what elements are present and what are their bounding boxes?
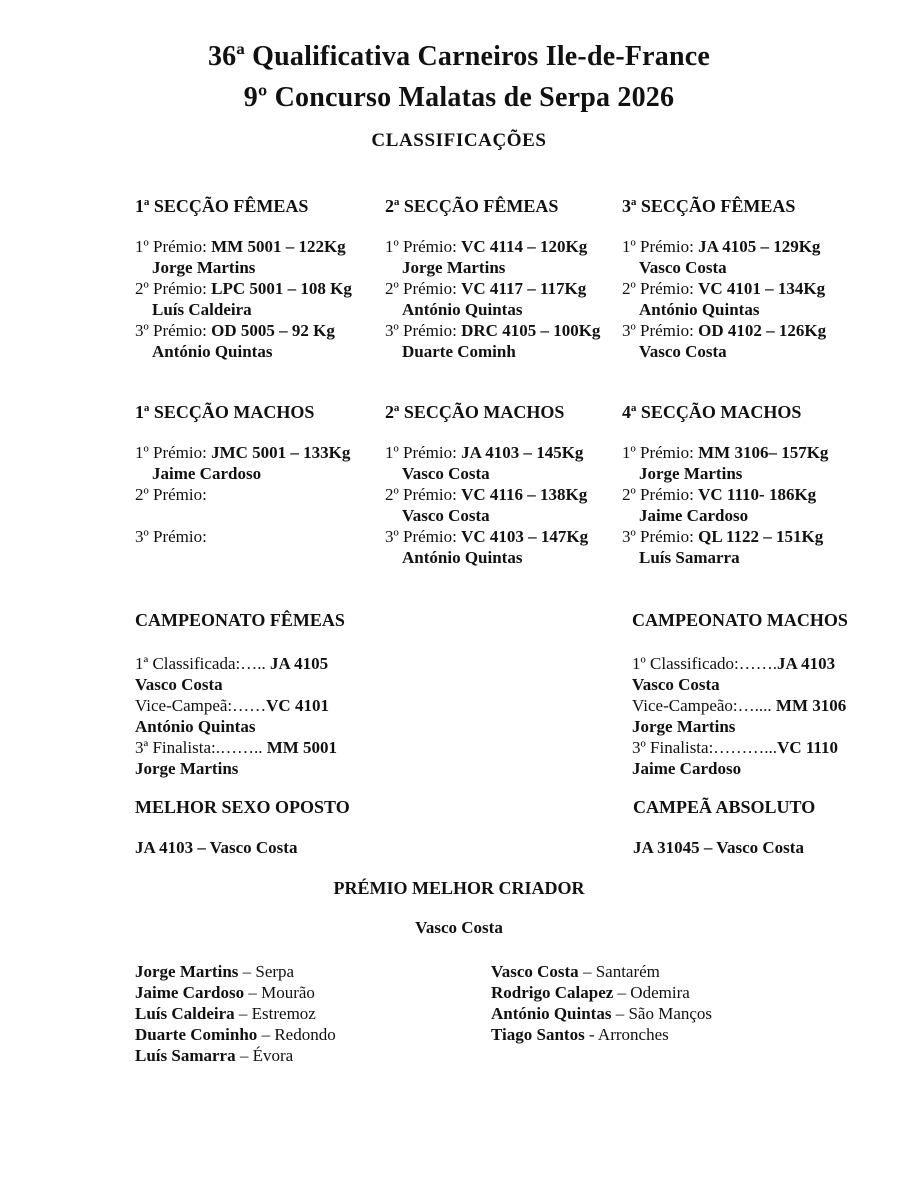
breeders-list-right: [491, 961, 712, 1045]
breeder-item: [135, 1003, 336, 1024]
breeder-name: Duarte Cominho: [135, 1025, 258, 1044]
prize-row: [385, 526, 622, 547]
championship-value: MM 5001: [266, 738, 338, 757]
title-line-2: 9º Concurso Malatas de Serpa 2026: [243, 82, 675, 113]
championship-winner-name: António Quintas: [135, 717, 256, 736]
prize-value: DRC 4105 – 100Kg: [461, 321, 601, 340]
championship-label: 1º Classificado:…….: [632, 654, 778, 673]
prize-label: 1º Prémio:: [622, 237, 694, 256]
prize-winner-name: Jorge Martins: [402, 258, 506, 277]
breeder-origin: – Odemira: [613, 983, 690, 1002]
prize-value: VC 4101 – 134Kg: [698, 279, 826, 298]
breeder-origin: – Estremoz: [234, 1004, 316, 1023]
prize-row: [385, 320, 622, 341]
campeonato-femeas: [135, 610, 455, 779]
prize-winner-name: Jorge Martins: [639, 464, 743, 483]
breeder-item: [491, 1003, 712, 1024]
campea-absoluto: [633, 797, 815, 858]
breeder-item: [135, 1045, 336, 1066]
championship-row: [632, 737, 918, 758]
championship-label: 3º Finalista:………...: [632, 738, 778, 757]
prize-row: [622, 236, 878, 257]
section-header: 1ª SECÇÃO FÊMEAS: [135, 196, 309, 216]
breeder-name: Rodrigo Calapez: [491, 983, 614, 1002]
prize-winner-name: Vasco Costa: [402, 464, 490, 483]
prize-winner-name: Jaime Cardoso: [639, 506, 749, 525]
prize-label: 1º Prémio:: [135, 443, 207, 462]
prize-label: 3º Prémio:: [622, 321, 694, 340]
prize-row: [385, 442, 622, 463]
prize-row: [135, 236, 385, 257]
prize-value: OD 4102 – 126Kg: [698, 321, 827, 340]
breeder-item: [491, 961, 712, 982]
prize-label: 3º Prémio:: [135, 527, 207, 546]
prize-winner-name: Duarte Cominh: [402, 342, 516, 361]
championship-value: VC 1110: [777, 738, 838, 757]
championship-winner-name: Jorge Martins: [632, 717, 736, 736]
championship-value: MM 3106: [775, 696, 847, 715]
prize-row: [622, 442, 878, 463]
prize-row: [135, 320, 385, 341]
breeder-name: Luís Samarra: [135, 1046, 236, 1065]
championship-winner-name: Vasco Costa: [632, 675, 720, 694]
breeder-origin: – Mourão: [244, 983, 315, 1002]
championship-label: Vice-Campeã:……: [135, 696, 267, 715]
prize-row: [622, 320, 878, 341]
prize-label: 2º Prémio:: [135, 485, 207, 504]
prize-label: 2º Prémio:: [385, 279, 457, 298]
prize-row: [385, 484, 622, 505]
breeder-origin: – Serpa: [238, 962, 295, 981]
section-header: 2ª SECÇÃO FÊMEAS: [385, 196, 559, 216]
championship-header: CAMPEONATO FÊMEAS: [135, 610, 345, 630]
section-1a-machos: [135, 402, 385, 568]
prize-label: 3º Prémio:: [385, 321, 457, 340]
section-header: 1ª SECÇÃO MACHOS: [135, 402, 315, 422]
prize-label: 2º Prémio:: [622, 485, 694, 504]
breeder-name: Jorge Martins: [135, 962, 239, 981]
campeonato-machos: [632, 610, 918, 779]
prize-winner-name: [152, 505, 385, 526]
breeders-list-left: [135, 961, 336, 1066]
prize-value: JMC 5001 – 133Kg: [211, 443, 351, 462]
championship-row: [632, 653, 918, 674]
classifications-heading: CLASSIFICAÇÕES: [371, 130, 547, 151]
breeder-origin: - Arronches: [584, 1025, 669, 1044]
prize-row: [622, 526, 878, 547]
prize-value: LPC 5001 – 108 Kg: [211, 279, 352, 298]
section-3a-femeas: [622, 196, 878, 362]
breeder-origin: – Redondo: [257, 1025, 336, 1044]
prize-value: OD 5005 – 92 Kg: [211, 321, 335, 340]
prize-row: [622, 484, 878, 505]
section-header: 3ª SECÇÃO FÊMEAS: [622, 196, 796, 216]
prize-winner-name: Vasco Costa: [402, 506, 490, 525]
breeder-item: [135, 982, 336, 1003]
section-header: 4ª SECÇÃO MACHOS: [622, 402, 802, 422]
breeder-origin: – Évora: [235, 1046, 294, 1065]
prize-row: [135, 484, 385, 505]
melhor-sexo-oposto: [135, 797, 350, 858]
prize-winner-name: Vasco Costa: [639, 258, 727, 277]
prize-winner-name: António Quintas: [402, 300, 523, 319]
section-2a-machos: [385, 402, 622, 568]
championship-row: [135, 695, 455, 716]
prize-label: 1º Prémio:: [622, 443, 694, 462]
breeder-name: Jaime Cardoso: [135, 983, 245, 1002]
page-title: [0, 36, 918, 118]
prize-row: [135, 278, 385, 299]
prize-value: VC 4117 – 117Kg: [461, 279, 587, 298]
breeder-origin: – São Manços: [611, 1004, 713, 1023]
championship-winner-name: Vasco Costa: [135, 675, 223, 694]
prize-winner-name: Jorge Martins: [152, 258, 256, 277]
championship-header: CAMPEONATO MACHOS: [632, 610, 848, 630]
championship-winner-name: Jaime Cardoso: [632, 759, 742, 778]
award-header: MELHOR SEXO OPOSTO: [135, 797, 350, 817]
breeder-name: António Quintas: [491, 1004, 612, 1023]
prize-winner-name: António Quintas: [152, 342, 273, 361]
award-value: JA 31045 – Vasco Costa: [633, 838, 804, 857]
breeder-name: Vasco Costa: [491, 962, 579, 981]
championship-label: 1ª Classificada:…..: [135, 654, 270, 673]
section-header: 2ª SECÇÃO MACHOS: [385, 402, 565, 422]
breeder-item: [135, 961, 336, 982]
breeder-name: Tiago Santos: [491, 1025, 585, 1044]
prize-row: [135, 526, 385, 547]
section-2a-femeas: [385, 196, 622, 362]
premio-melhor-criador-winner: Vasco Costa: [415, 918, 503, 937]
championship-row: [135, 653, 455, 674]
championship-label: 3ª Finalista:.……..: [135, 738, 267, 757]
prize-winner-name: Jaime Cardoso: [152, 464, 262, 483]
championship-value: JA 4103: [777, 654, 836, 673]
prize-winner-name: Luís Caldeira: [152, 300, 252, 319]
premio-melhor-criador-header: PRÉMIO MELHOR CRIADOR: [333, 878, 585, 898]
prize-value: QL 1122 – 151Kg: [698, 527, 824, 546]
championship-value: VC 4101: [266, 696, 329, 715]
prize-winner-name: [152, 547, 385, 568]
prize-value: VC 4116 – 138Kg: [461, 485, 588, 504]
prize-winner-name: António Quintas: [639, 300, 760, 319]
title-line-1: 36ª Qualificativa Carneiros Ile-de-France: [207, 41, 711, 72]
prize-winner-name: Luís Samarra: [639, 548, 740, 567]
sections-row-femeas: [135, 196, 883, 362]
prize-value: MM 5001 – 122Kg: [211, 237, 346, 256]
breeder-item: [491, 982, 712, 1003]
prize-value: JA 4105 – 129Kg: [698, 237, 821, 256]
breeder-name: Luís Caldeira: [135, 1004, 235, 1023]
award-header: CAMPEÃ ABSOLUTO: [633, 797, 816, 817]
prize-label: 1º Prémio:: [385, 443, 457, 462]
prize-label: 3º Prémio:: [385, 527, 457, 546]
section-4a-machos: [622, 402, 878, 568]
championship-value: JA 4105: [270, 654, 329, 673]
prize-label: 3º Prémio:: [135, 321, 207, 340]
championship-row: [632, 695, 918, 716]
prize-value: VC 1110- 186Kg: [698, 485, 817, 504]
prize-winner-name: Vasco Costa: [639, 342, 727, 361]
prize-label: 1º Prémio:: [385, 237, 457, 256]
prize-row: [385, 278, 622, 299]
championship-row: [135, 737, 455, 758]
section-1a-femeas: [135, 196, 385, 362]
prize-row: [622, 278, 878, 299]
prize-value: MM 3106– 157Kg: [698, 443, 829, 462]
prize-label: 3º Prémio:: [622, 527, 694, 546]
prize-label: 2º Prémio:: [622, 279, 694, 298]
championship-label: Vice-Campeão:…....: [632, 696, 776, 715]
breeder-item: [491, 1024, 712, 1045]
prize-label: 1º Prémio:: [135, 237, 207, 256]
prize-label: 2º Prémio:: [135, 279, 207, 298]
prize-value: VC 4103 – 147Kg: [461, 527, 589, 546]
prize-row: [135, 442, 385, 463]
championship-winner-name: Jorge Martins: [135, 759, 239, 778]
prize-value: JA 4103 – 145Kg: [461, 443, 584, 462]
prize-value: VC 4114 – 120Kg: [461, 237, 588, 256]
award-value: JA 4103 – Vasco Costa: [135, 838, 298, 857]
sections-row-machos: [135, 402, 883, 568]
prize-label: 2º Prémio:: [385, 485, 457, 504]
breeder-origin: – Santarém: [578, 962, 660, 981]
prize-winner-name: António Quintas: [402, 548, 523, 567]
prize-row: [385, 236, 622, 257]
breeder-item: [135, 1024, 336, 1045]
